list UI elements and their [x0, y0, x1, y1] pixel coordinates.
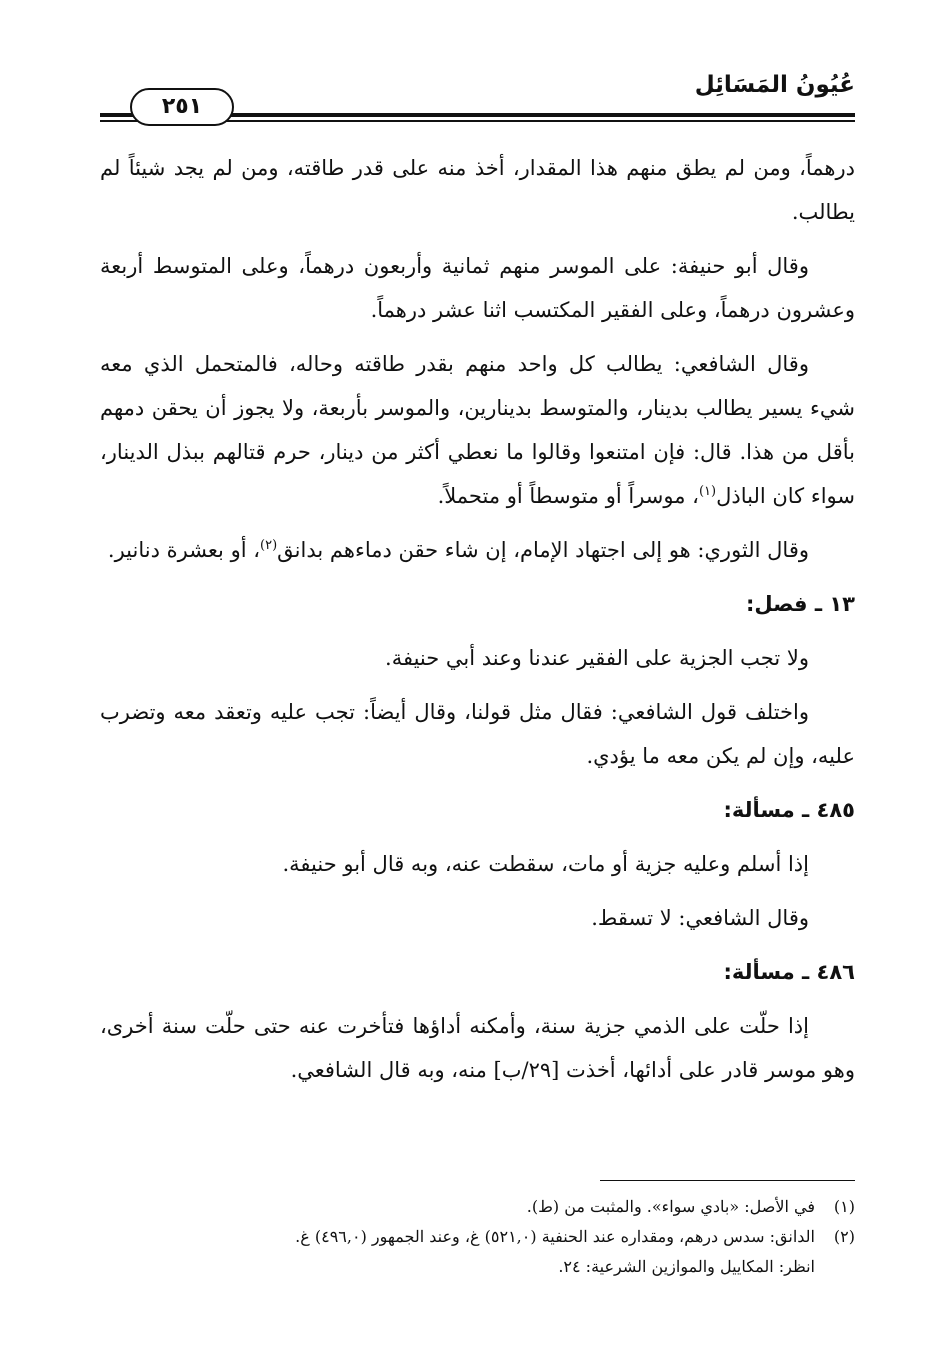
footnote-separator: [600, 1180, 855, 1181]
paragraph-3-text-a: وقال الشافعي: يطالب كل واحد منهم بقدر طاقته وحاله، فالمتحمل الذي معه شيء يسير يطالب بدينار، والمتوسط بدينارين، والموسر بأربعة، ولا يجوز أن يحقن دمهم بأقل من هذا. قال: فإن امتنعوا وقالوا ما نعطي أكثر من دينار، حرم قتالهم ببذل الدينار، سواء كان الباذل: [100, 352, 855, 508]
footnote-1-number: (١): [833, 1197, 855, 1216]
footnote-ref-1[interactable]: (١): [698, 484, 717, 499]
footnote-1: [100, 1192, 855, 1222]
footnote-2-text: الدانق: سدس درهم، ومقداره عند الحنفية (٥٢١,٠) غ، وعند الجمهور (٤٩٦,٠) غ.: [295, 1227, 815, 1246]
paragraph-2: وقال أبو حنيفة: على الموسر منهم ثمانية وأربعون درهماً، وعلى المتوسط أربعة وعشرون درهماً، وعلى الفقير المكتسب اثنا عشر درهماً.: [100, 254, 855, 322]
section-heading-486: ٤٨٦ ـ مسألة:: [723, 960, 855, 984]
paragraph-5: ولا تجب الجزية على الفقير عندنا وعند أبي حنيفة.: [385, 646, 809, 670]
footnotes: [100, 1192, 855, 1282]
paragraph-7: إذا أسلم وعليه جزية أو مات، سقطت عنه، وبه قال أبو حنيفة.: [282, 852, 809, 876]
footnote-ref-2[interactable]: (٢): [260, 538, 278, 553]
page-number: ٢٥١: [130, 88, 234, 126]
paragraph-4-text-b: ، أو بعشرة دنانير.: [107, 538, 261, 562]
paragraph-6: واختلف قول الشافعي: فقال مثل قولنا، وقال أيضاً: تجب عليه وتعقد معه وتضرب عليه، وإن لم يكن معه ما يؤدي.: [100, 700, 855, 768]
body-text: [100, 146, 855, 1102]
paragraph-9: إذا حلّت على الذمي جزية سنة، وأمكنه أداؤها فتأخرت عنه حتى حلّت سنة أخرى، وهو موسر قادر على أدائها، أخذت [٢٩/ب] منه، وبه قال الشافعي.: [100, 1014, 855, 1082]
paragraph-1: درهماً، ومن لم يطق منهم هذا المقدار، أخذ منه على قدر طاقته، ومن لم يجد شيئاً لم يطالب.: [100, 156, 855, 224]
paragraph-4-text-a: وقال الثوري: هو إلى اجتهاد الإمام، إن شاء حقن دماءهم بدانق: [277, 538, 809, 562]
paragraph-4: [100, 528, 855, 572]
footnote-2: [100, 1222, 855, 1252]
section-heading-fasl: ١٣ ـ فصل:: [745, 592, 855, 616]
footnote-2-number: (٢): [833, 1227, 855, 1246]
paragraph-8: وقال الشافعي: لا تسقط.: [591, 906, 809, 930]
section-heading-485: ٤٨٥ ـ مسألة:: [723, 798, 855, 822]
paragraph-3-text-b: ، موسراً أو متوسطاً أو متحملاً.: [437, 484, 699, 508]
footnote-1-text: في الأصل: «بادي سواء». والمثبت من (ط).: [526, 1197, 815, 1216]
paragraph-3: [100, 342, 855, 518]
footnote-2-continuation: انظر: المكاييل والموازين الشرعية: ٢٤.: [558, 1257, 815, 1276]
running-title: عُيُونُ المَسَائِل: [694, 72, 855, 98]
